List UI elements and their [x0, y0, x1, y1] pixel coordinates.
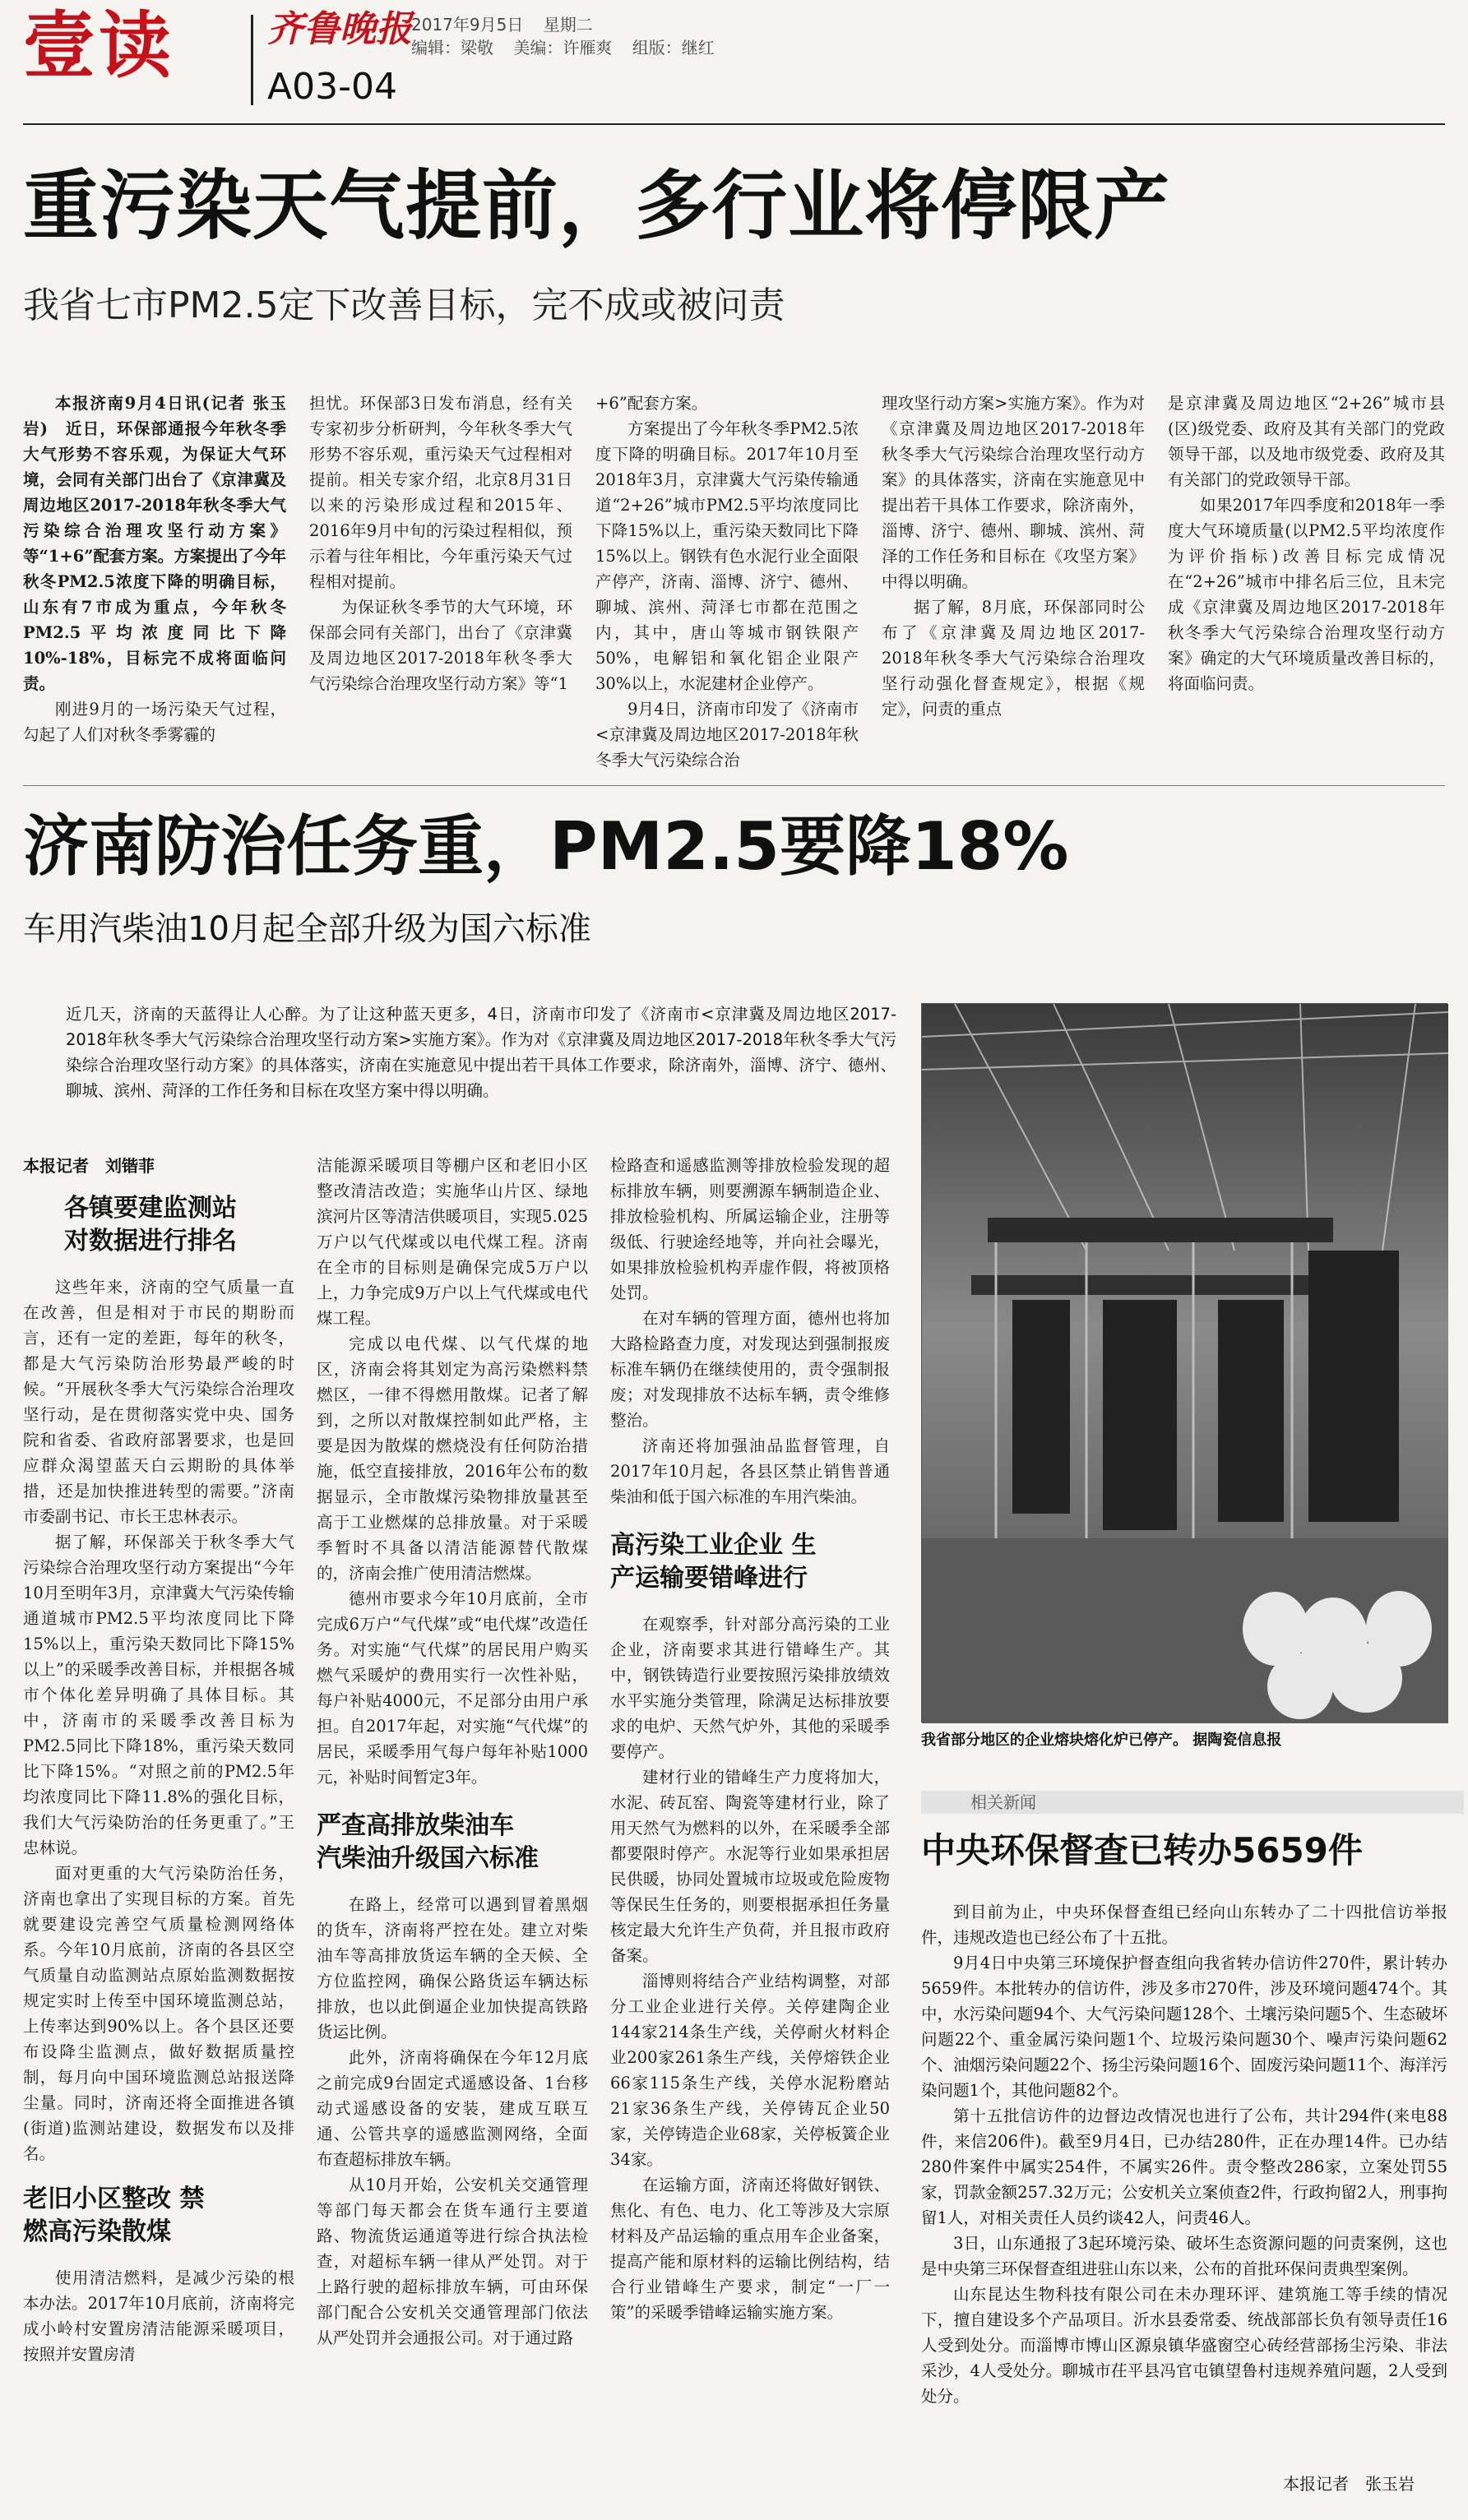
designer-credit: 美编：许雁爽 — [513, 38, 613, 58]
section-divider — [23, 785, 1445, 786]
page-number: A03-04 — [267, 66, 397, 108]
story1-paragraph: 据了解，8月底，环保部同时公布了《京津冀及周边地区2017-2018年秋冬季大气污染综合治理攻坚行动强化督查规定》，根据《规定》，问责的重点 — [882, 598, 1145, 719]
story2-paragraph: 检路查和遥感监测等排放检验发现的超标排放车辆，则要溯源车辆制造企业、排放检验机构、所属运输企业，注册等级低、行驶途经地等，并向社会曝光，如果排放检验机构弄虚作假，将被顶格处罚。 — [610, 1156, 890, 1302]
story2-paragraph: 从10月开始，公安机关交通管理等部门每天都会在货车通行主要道路、物流货运通道等进行综合执法检查，对超标车辆一律从严处罚。对于上路行驶的超标排放车辆，可由环保部门配合公安机关交通管理部门依法从严处罚并会通报公司。对于通过路 — [317, 2176, 588, 2347]
factory-photo — [921, 1003, 1447, 1722]
story2-paragraph: 洁能源采暖项目等棚户区和老旧小区整改清洁改造；实施华山片区、绿地滨河片区等清洁供暖项目，实现5.025万户以气代煤或以电代煤工程。济南在全市的目标则是确保完成5万户以上，力争完成9万户以上气代煤或电代煤工程。 — [317, 1156, 588, 1328]
story2-paragraph: 这些年来，济南的空气质量一直在改善，但是相对于市民的期盼而言，还有一定的差距，每年的秋冬，都是大气污染防治形势最严峻的时候。“开展秋冬季大气污染综合治理攻坚行动，是在贯彻落实党中央、国务院和省委、省政府部署要求，也是回应群众渴望蓝天白云期盼的具体举措，还是加快推进转型的需要。”济南市委副书记、市长王忠林表示。 — [23, 1278, 294, 1526]
story1-paragraph: 理攻坚行动方案>实施方案》。作为对《京津冀及周边地区2017-2018年秋冬季大气污染综合治理攻坚行动方案》的具体落实，济南在实施意见中提出若干具体工作要求，除济南外，淄博、济宁、德州、聊城、滨州、菏泽的工作任务和目标在《攻坚方案》中得以明确。 — [882, 394, 1145, 591]
related-paragraph: 第十五批信访件的边督边改情况也进行了公布，共计294件(来电88件，来信206件)。截至9月4日，已办结280件，正在办理14件。已办结280件案件中属实254件，不属实26件。责令整改286家，立案处罚55家，罚款金额257.32万元；公安机关立案侦查2件，行政拘留2人，刑事拘留1人，对相关责任人员约谈42人，问责46人。 — [921, 2106, 1447, 2227]
story1-paragraph: 9月4日，济南市印发了《济南市<京津冀及周边地区2017-2018年秋冬季大气污染综合治 — [595, 700, 859, 770]
factory-illustration — [922, 1004, 1448, 1723]
story2-column-2 — [317, 1153, 588, 2509]
story1-headline: 重污染天气提前，多行业将停限产 — [23, 162, 1171, 250]
date-text: 2017年9月5日 — [411, 15, 524, 35]
story2-paragraph: 德州市要求今年10月底前，全市完成6万户“气代煤”或“电代煤”改造任务。对实施“气代煤”的居民用户购买燃气采暖炉的费用实行一次性补贴，每户补贴4000元，不足部分由用户承担。自2017年起，对实施“气代煤”的居民，采暖季用气每户每年补贴1000元，补贴时间暂定3年。 — [317, 1589, 588, 1787]
story2-paragraph: 济南还将加强油品监督管理，自2017年10月起，各县区禁止销售普通柴油和低于国六标准的车用汽柴油。 — [610, 1436, 890, 1506]
story2-paragraph: 面对更重的大气污染防治任务，济南也拿出了实现目标的方案。首先就要建设完善空气质量检测网络体系。今年10月底前，济南的各县区空气质量自动监测站点原始监测数据按规定实时上传至中国环境监测总站，上传率达到90%以上。各个县区还要布设降尘监测点，做好数据质量控制，每月向中国环境监测总站报送降尘量。同时，济南还将全面推进各镇(街道)监测站建设，数据发布以及排名。 — [23, 1864, 294, 2163]
story1-subheadline: 我省七市PM2.5定下改善目标，完不成或被问责 — [23, 284, 785, 326]
story2-subhead: 高污染工业企业 生产运输要错峰进行 — [610, 1531, 817, 1593]
story1-paragraph: 本报济南9月4日讯(记者 张玉岩) 近日，环保部通报今年秋冬季大气形势不容乐观，为保证大气环境，会同有关部门出台了《京津冀及周边地区2017-2018年秋冬季大气污染综合治理攻坚行动方案》等“1+6”配套方案。方案提出了今年秋冬PM2.5浓度下降的明确目标，山东有7市成为重点，今年秋冬PM2.5平均浓度同比下降10%-18%，目标完不成将面临问责。 — [23, 394, 286, 693]
story2-column-1 — [23, 1192, 294, 2508]
related-paragraph: 到目前为止，中央环保督查组已经向山东转办了二十四批信访举报件，违规改造也已经公布了十五批。 — [921, 1903, 1447, 1947]
story2-paragraph: 完成以电代煤、以气代煤的地区，济南会将其划定为高污染燃料禁燃区，一律不得燃用散煤。记者了解到，之所以对散煤控制如此严格，主要是因为散煤的燃烧没有任何防治措施，低空直接排放，2016年公布的数据显示，全市散煤污染物排放量甚至高于工业燃煤的总排放量。对于采暖季暂时不具备以清洁能源替代散煤的，济南会推广使用清洁燃煤。 — [317, 1334, 588, 1583]
story1-column-3 — [595, 391, 859, 770]
section-title: 壹读 — [23, 3, 175, 88]
weekday-text: 星期二 — [543, 15, 593, 35]
editor-credit: 编辑：梁敬 — [411, 38, 493, 58]
related-headline: 中央环保督查已转办5659件 — [921, 1830, 1363, 1870]
newspaper-logo: 齐鲁晚报 — [267, 8, 412, 50]
story2-paragraph: 在观察季，针对部分高污染的工业企业，济南要求其进行错峰生产。其中，钢铁铸造行业要按照污染排放绩效水平实施分类管理，除满足达标排放要求的电炉、天然气炉外，其他的采暖季要停产。 — [610, 1615, 890, 1761]
masthead-divider — [251, 15, 253, 105]
story2-headline: 济南防治任务重，PM2.5要降18% — [23, 808, 1069, 885]
story2-subhead: 老旧小区整改 禁燃高污染散煤 — [23, 2185, 205, 2246]
story1-paragraph: 方案提出了今年秋冬季PM2.5浓度下降的明确目标。2017年10月至2018年3月，京津冀大气污染传输通道“2+26”城市PM2.5平均浓度同比下降15%以上，重污染天数同比下降15%以上。钢铁有色水泥行业全面限产停产，济南、淄博、济宁、德州、聊城、滨州、菏泽七市都在范围之内，其中，唐山等城市钢铁限产50%，电解铝和氧化铝企业限产30%以上，水泥建材企业停产。 — [595, 419, 859, 693]
related-body — [921, 1899, 1447, 2409]
related-paragraph: 9月4日中央第三环境保护督查组向我省转办信访件270件，累计转办5659件。本批转办的信访件，涉及多市270件，涉及环境问题474个。其中，水污染问题94个、大气污染问题128个、土壤污染问题5个、生态破坏问题22个、重金属污染问题1个、垃圾污染问题30个、噪声污染问题62个、油烟污染问题22个、扬尘污染问题16个、固废污染问题11个、海洋污染问题1个，其他问题82个。 — [921, 1954, 1447, 2100]
story2-paragraph: 据了解，环保部关于秋冬季大气污染综合治理攻坚行动方案提出“今年10月至明年3月，京津冀大气污染传输通道城市PM2.5平均浓度同比下降15%以上，重污染天数同比下降15%以上”的采暖季改善目标，并根据各城市个体化差异明确了具体目标。其中，济南市的采暖季改善目标为PM2.5同比下降18%，重污染天数同比下降15%。“对照之前的PM2.5年均浓度同比下降11.8%的强化目标，我们大气污染防治的任务更重了。”王忠林说。 — [23, 1533, 294, 1857]
related-news-label: 相关新闻 — [921, 1791, 1464, 1814]
story2-byline: 本报记者 刘锴菲 — [23, 1156, 155, 1176]
story2-paragraph: 在路上，经常可以遇到冒着黑烟的货车，济南将严控在处。建立对柴油车等高排放货运车辆的全天候、全方位监控网，确保公路货运车辆达标排放，也以此倒逼企业加快提高铁路货运比例。 — [317, 1895, 588, 2041]
story2-subhead: 严查高排放柴油车 汽柴油升级国六标准 — [317, 1811, 539, 1873]
story2-subheadline: 车用汽柴油10月起全部升级为国六标准 — [23, 910, 591, 948]
related-paragraph: 山东昆达生物科技有限公司在未办理环评、建筑施工等手续的情况下，擅自建设多个产品项目。沂水县委常委、统战部部长负有领导责任16人受到处分。而淄博市博山区源泉镇华盛窗空心砖经营部扬尘污染、非法采沙，4人受处分。聊城市茌平县冯官屯镇望鲁村违规养殖问题，2人受到处分。 — [921, 2285, 1447, 2406]
story1-column-4 — [882, 391, 1145, 756]
story2-paragraph: 淄博则将结合产业结构调整，对部分工业企业进行关停。关停建陶企业144家214条生产线，关停耐火材料企业200家261条生产线，关停熔铁企业66家115条生产线，关停水泥粉磨站21家36条生产线，关停铸瓦企业50家，关停铸造企业68家，关停板簧企业34家。 — [610, 1972, 890, 2169]
layout-credit: 组版：继红 — [632, 38, 715, 58]
related-reporter: 本报记者 张玉岩 — [1283, 2474, 1415, 2494]
story1-column-1 — [23, 391, 286, 756]
story1-column-2 — [309, 391, 572, 756]
date-line — [411, 13, 729, 36]
story1-paragraph: 担忧。环保部3日发布消息，经有关专家初步分析研判，今年秋冬季大气形势不容乐观，重污染天气过程相对提前。相关专家介绍，北京8月31日以来的污染形成过程和2015年、2016年9月中旬的污染过程相似，预示着与往年相比，今年重污染天气过程相对提前。 — [309, 394, 572, 591]
story2-column-3 — [610, 1153, 890, 2509]
story1-paragraph: 为保证秋冬季节的大气环境，环保部会同有关部门，出台了《京津冀及周边地区2017-2018年秋冬季大气污染综合治理攻坚行动方案》等“1 — [309, 598, 572, 693]
masthead-info — [411, 13, 729, 59]
related-paragraph: 3日，山东通报了3起环境污染、破坏生态资源问题的问责案例，这也是中央第三环保督查组进驻山东以来，公布的首批环保问责典型案例。 — [921, 2234, 1447, 2278]
story1-paragraph: 是京津冀及周边地区“2+26”城市县(区)级党委、政府及其有关部门的党政领导干部，以及地市级党委、政府及其有关部门的党政领导干部。 — [1168, 394, 1445, 489]
story2-paragraph: 在运输方面，济南还将做好钢铁、焦化、有色、电力、化工等涉及大宗原材料及产品运输的重点用车企业备案，提高产能和原材料的运输比例结构，结合行业错峰生产要求，制定“一厂一策”的采暖季错峰运输实施方案。 — [610, 2176, 890, 2322]
story2-paragraph: 此外，济南将确保在今年12月底之前完成9台固定式遥感设备、1台移动式遥感设备的安装，建成互联互通、公管共享的遥感监测网络，全面布查超标排放车辆。 — [317, 2048, 588, 2169]
story2-paragraph: 建材行业的错峰生产力度将加大，水泥、砖瓦窑、陶瓷等建材行业，除了用天然气为燃料的以外，在采暖季全部都要限时停产。水泥等行业如果承担居民供暖，协同处置城市垃圾或危险废物等保民生任务的，则要根据承担任务量核定最大允许生产负荷，并且报市政府备案。 — [610, 1768, 890, 1965]
story2-subhead: 各镇要建监测站 对数据进行排名 — [64, 1194, 237, 1255]
story2-paragraph: 在对车辆的管理方面，德州也将加大路检路查力度，对发现达到强制报废标准车辆仍在继续使用的，责令强制报废；对发现排放不达标车辆，责令维修整治。 — [610, 1309, 890, 1430]
story1-paragraph: 如果2017年四季度和2018年一季度大气环境质量(以PM2.5平均浓度作为评价指标)改善目标完成情况在“2+26”城市中排名后三位，且未完成《京津冀及周边地区2017-2018年秋冬季大气污染综合治理攻坚行动方案》确定的大气环境质量改善目标的，将面临问责。 — [1168, 496, 1445, 693]
masthead-rule — [23, 123, 1445, 125]
story2-paragraph: 使用清洁燃料，是减少污染的根本办法。2017年10月底前，济南将完成小岭村安置房清洁能源采暖项目，按照并安置房清 — [23, 2268, 294, 2364]
photo-caption: 我省部分地区的企业熔块熔化炉已停产。 据陶瓷信息报 — [921, 1732, 1282, 1749]
story1-column-5 — [1168, 391, 1445, 756]
story1-paragraph: 刚进9月的一场污染天气过程，勾起了人们对秋冬季雾霾的 — [23, 700, 286, 744]
editor-line — [411, 36, 729, 59]
story1-paragraph: +6”配套方案。 — [595, 394, 708, 413]
story2-intro: 近几天，济南的天蓝得让人心醉。为了让这种蓝天更多，4日，济南市印发了《济南市<京津冀及周边地区2017-2018年秋冬季大气污染综合治理攻坚行动方案>实施方案》。作为对《京津冀及周边地区2017-2018年秋冬季大气污染综合治理攻坚行动方案》的具体落实，济南在实施意见中提出若干具体工作要求，除济南外，淄博、济宁、德州、聊城、滨州、菏泽的工作任务和目标在攻坚方案中得以明确。 — [66, 1005, 896, 1100]
